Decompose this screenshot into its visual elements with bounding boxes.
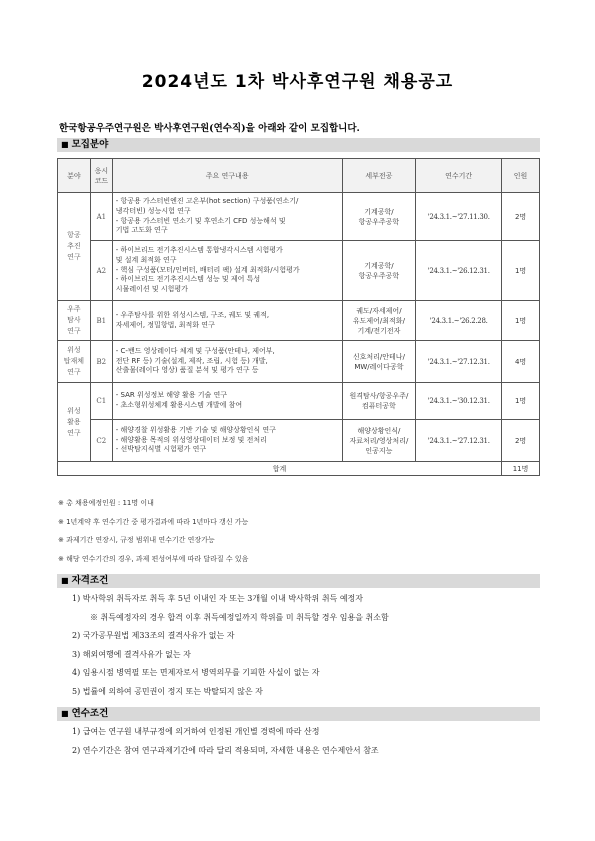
section-header-conditions xyxy=(57,707,540,721)
list-item: 1) 박사학위 취득자로 취득 후 5년 이내인 자 또는 3개월 이내 박사학위 취득 예정자 xyxy=(72,594,364,603)
content-line: 자세제어, 정밀항법, 최적화 연구 xyxy=(115,320,215,329)
list-item: 3) 해외여행에 결격사유가 없는 자 xyxy=(72,649,191,659)
section-header-recruitment xyxy=(57,138,540,152)
row-major: 궤도/자세제어/ 유도제어/최적화/ 기계/전기전자 xyxy=(342,301,416,341)
row-code: C1 xyxy=(90,383,112,420)
note-item: ※ 과제기간 연장시, 규정 범위내 연수기간 연장가능 xyxy=(58,536,215,544)
square-bullet-icon: ■ xyxy=(61,576,69,585)
content-line: - 우주탐사를 위한 위성시스템, 구조, 궤도 및 궤적, xyxy=(115,310,270,319)
content-line: - 해양경찰 위성활용 기반 기술 및 해양상황인식 연구 xyxy=(115,425,276,434)
list-item: 4) 임용시점 병역필 또는 면제자로서 병역의무를 기피한 사실이 없는 자 xyxy=(72,668,320,678)
intro-text: 한국항공우주연구원은 박사후연구원(연수직)을 아래와 같이 모집합니다. xyxy=(59,123,360,134)
table-row xyxy=(58,301,540,341)
conditions-list xyxy=(72,723,379,760)
qualification-list xyxy=(72,590,389,702)
notes-list xyxy=(58,494,248,568)
content-line: - 하이브리드 전기추진시스템 성능 및 제어 특성 xyxy=(115,275,261,284)
row-code: A2 xyxy=(90,241,112,301)
total-label: 합계 xyxy=(58,462,502,476)
note-item: ※ 1년계약 후 연수기간 중 평가결과에 따라 1년마다 갱신 가능 xyxy=(58,517,249,526)
row-period: '24.3.1.~'30.12.31. xyxy=(416,383,502,420)
row-major: 기계공학/ 항공우주공학 xyxy=(342,193,416,241)
content-line: - 항공용 가스터빈 연소기 및 후연소기 CFD 성능해석 및 xyxy=(115,216,286,225)
row-content xyxy=(112,193,342,241)
content-line: - C-밴드 영상레이다 체계 및 구성품(안테나, 제어부, xyxy=(115,346,275,355)
field-sat-use: 위성 활용 연구 xyxy=(58,383,91,462)
header-count: 인원 xyxy=(502,159,540,193)
section-title: 연수조건 xyxy=(71,708,109,719)
table-row xyxy=(58,193,540,241)
note-item: ※ 해당 연수기간의 경우, 과제 편성여부에 따라 달라질 수 있음 xyxy=(58,554,249,563)
content-line: 및 설계 최적화 연구 xyxy=(115,255,177,264)
row-period: '24.3.1.~'26.12.31. xyxy=(416,241,502,301)
list-item: 2) 연수기간은 참여 연구과제기간에 따라 달리 적용되며, 자세한 내용은 연수제안서 참조 xyxy=(72,745,379,755)
section-header-qualifications xyxy=(57,574,540,588)
square-bullet-icon: ■ xyxy=(61,140,69,149)
table-row xyxy=(58,383,540,420)
row-count: 1명 xyxy=(502,241,540,301)
row-count: 2명 xyxy=(502,193,540,241)
section-title: 자격조건 xyxy=(71,575,109,586)
note-item: ※ 총 채용예정인원 : 11명 이내 xyxy=(58,499,154,507)
row-count: 1명 xyxy=(502,301,540,341)
row-code: B2 xyxy=(90,341,112,383)
row-count: 1명 xyxy=(502,383,540,420)
row-code: C2 xyxy=(90,420,112,462)
list-item: 2) 국가공무원법 제33조의 결격사유가 없는 자 xyxy=(72,631,235,641)
header-content: 주요 연구내용 xyxy=(112,159,342,193)
row-period: '24.3.1.~'26.2.28. xyxy=(416,301,502,341)
row-content xyxy=(112,341,342,383)
content-line: - SAR 위성정보 해양 활용 기술 연구 xyxy=(115,391,228,400)
row-count: 2명 xyxy=(502,420,540,462)
content-line: 전단 RF 등) 기술(설계, 제작, 조립, 시험 등) 개발, xyxy=(115,356,268,365)
row-code: B1 xyxy=(90,301,112,341)
table-row xyxy=(58,341,540,383)
table-header-row xyxy=(58,159,540,193)
content-line: - 하이브리드 전기추진시스템 통합냉각시스템 시험평가 xyxy=(115,246,283,254)
row-major: 신호처리/안테나/ MW/레이다공학 xyxy=(342,341,416,383)
row-period: '24.3.1.~'27.11.30. xyxy=(416,193,502,241)
section-title: 모집분야 xyxy=(71,139,109,150)
row-period: '24.3.1.~'27.12.31. xyxy=(416,420,502,462)
row-major: 기계공학/ 항공우주공학 xyxy=(342,241,416,301)
list-item: 1) 급여는 연구원 내부규정에 의거하여 인정된 개인별 경력에 따라 산정 xyxy=(72,727,320,736)
content-line: - 선박탐지식별 시험평가 연구 xyxy=(115,445,207,454)
content-line: - 해양활용 목적의 위성영상데이터 보정 및 전처리 xyxy=(115,435,267,444)
header-major: 세부전공 xyxy=(342,159,416,193)
header-code: 응시 코드 xyxy=(90,159,112,193)
content-line: 기법 고도화 연구 xyxy=(115,226,168,235)
row-count: 4명 xyxy=(502,341,540,383)
field-sat-payload: 위성 탑재체 연구 xyxy=(58,341,91,383)
row-code: A1 xyxy=(90,193,112,241)
page-title: 2024년도 1차 박사후연구원 채용공고 xyxy=(141,72,454,92)
table-row xyxy=(58,241,540,301)
total-count: 11명 xyxy=(502,462,540,476)
table-total-row xyxy=(58,462,540,476)
list-item: 5) 법률에 의하여 공민권이 정지 또는 박탈되지 않은 자 xyxy=(72,686,263,696)
row-period: '24.3.1.~'27.12.31. xyxy=(416,341,502,383)
row-content xyxy=(112,241,342,301)
content-line: 냉각터빈) 성능시험 연구 xyxy=(115,206,191,215)
content-line: 시뮬레이션 및 시험평가 xyxy=(115,285,188,294)
content-line: - 항공용 가스터빈엔진 고온부(hot section) 구성품(연소기/ xyxy=(115,196,299,205)
content-line: 산출물(레이다 영상) 품질 분석 및 평가 연구 등 xyxy=(115,366,259,375)
square-bullet-icon: ■ xyxy=(61,709,69,718)
row-content xyxy=(112,383,342,420)
field-space: 우주 탐사 연구 xyxy=(58,301,91,341)
table-row xyxy=(58,420,540,462)
recruitment-table xyxy=(57,158,540,476)
list-item: ※ 취득예정자의 경우 합격 이후 취득예정일까지 학위를 미 취득할 경우 임용을 취소함 xyxy=(90,612,389,622)
row-content xyxy=(112,420,342,462)
field-aero: 항공 추진 연구 xyxy=(58,193,91,301)
content-line: - 초소형위성체계 활용시스템 개발에 참여 xyxy=(115,401,243,409)
row-content xyxy=(112,301,342,341)
row-major: 원격탐사/항공우주/ 컴퓨터공학 xyxy=(342,383,416,420)
header-field: 분야 xyxy=(58,159,91,193)
header-period: 연수기간 xyxy=(416,159,502,193)
row-major: 해양상황인식/ 자료처리/영상처리/ 인공지능 xyxy=(342,420,416,462)
content-line: - 핵심 구성품(모터/인버터, 배터리 팩) 설계 최적화/시험평가 xyxy=(115,265,300,274)
